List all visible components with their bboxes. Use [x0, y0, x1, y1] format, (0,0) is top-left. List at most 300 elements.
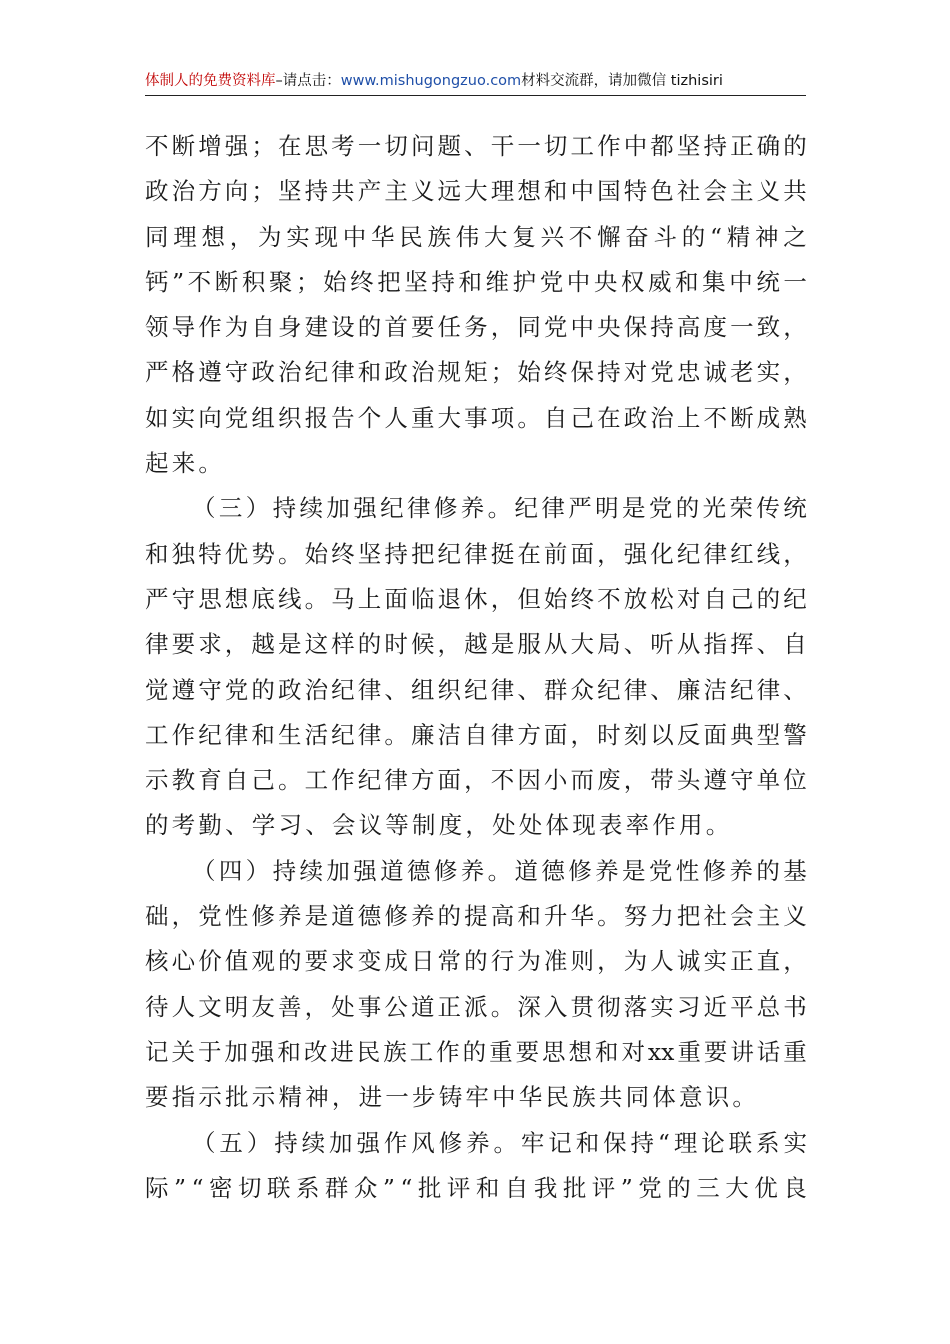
glyph: 终	[570, 584, 594, 613]
glyph: ，	[597, 539, 621, 568]
glyph: 活	[304, 720, 329, 749]
page-header	[145, 68, 805, 94]
glyph: 作	[383, 1128, 408, 1157]
glyph: （	[192, 494, 216, 523]
glyph: 钙	[145, 267, 169, 296]
glyph: 良	[783, 1173, 807, 1202]
glyph: 实	[286, 222, 310, 251]
glyph: ，	[623, 766, 648, 795]
text-line	[145, 894, 807, 939]
glyph: 联	[728, 1128, 753, 1157]
glyph: 主	[730, 177, 754, 206]
glyph: 领	[145, 313, 169, 342]
glyph: 加	[224, 1037, 248, 1066]
glyph: 组	[410, 675, 435, 704]
glyph: ，	[597, 947, 621, 976]
glyph: 三	[696, 1173, 720, 1202]
text-line	[145, 668, 807, 713]
glyph: 常	[437, 947, 462, 976]
glyph: 成	[756, 403, 781, 432]
glyph: 切	[543, 132, 568, 160]
glyph: 不	[187, 267, 212, 296]
glyph: 正	[437, 992, 462, 1021]
glyph: 实	[783, 1128, 807, 1157]
glyph: 廉	[410, 720, 435, 749]
glyph: 民	[356, 1037, 381, 1066]
glyph: 纪	[357, 766, 382, 795]
glyph: 熟	[783, 403, 807, 432]
glyph: 党	[648, 494, 673, 523]
glyph: ；	[251, 132, 275, 160]
glyph: 强	[224, 132, 249, 160]
glyph: 不	[490, 766, 515, 795]
glyph: 优	[754, 1173, 778, 1202]
glyph: 实	[650, 992, 674, 1021]
glyph: 不	[145, 132, 169, 160]
glyph: 遵	[198, 358, 222, 387]
glyph: “	[710, 222, 723, 251]
glyph: 样	[331, 630, 355, 659]
glyph: 作	[436, 1037, 460, 1066]
glyph: 努	[623, 902, 648, 931]
glyph: 强	[250, 1037, 275, 1066]
glyph: 。	[487, 856, 512, 885]
glyph: 持	[272, 494, 297, 523]
glyph: 纪	[331, 720, 355, 749]
glyph: 为	[224, 313, 249, 342]
glyph: 始	[323, 267, 347, 296]
glyph: 同	[145, 222, 169, 251]
glyph: ，	[229, 222, 254, 251]
glyph: 修	[702, 856, 727, 885]
glyph: 养	[595, 856, 619, 885]
glyph: 和	[145, 539, 169, 568]
glyph: 修	[384, 902, 408, 931]
glyph: 在	[277, 132, 302, 160]
glyph: 基	[783, 856, 807, 885]
glyph: ）	[246, 1128, 271, 1157]
glyph: 组	[251, 403, 275, 432]
glyph: 和	[458, 267, 482, 296]
glyph: 养	[410, 902, 435, 931]
glyph: 明	[595, 494, 619, 523]
text-line	[145, 713, 807, 758]
glyph: 德	[541, 856, 565, 885]
glyph: 会	[703, 177, 727, 206]
glyph: 加	[329, 1128, 353, 1157]
glyph: 作	[597, 132, 621, 160]
text-line	[145, 215, 807, 260]
glyph: 想	[517, 177, 541, 206]
glyph: 断	[171, 132, 196, 160]
glyph: 。	[490, 992, 515, 1021]
glyph: 方	[410, 766, 435, 795]
glyph: 不	[703, 403, 727, 432]
glyph: 话	[756, 1037, 781, 1066]
glyph: 和	[675, 267, 699, 296]
glyph: 育	[198, 766, 222, 795]
glyph: 方	[517, 720, 541, 749]
glyph: 升	[543, 902, 568, 931]
glyph: 批	[562, 1173, 587, 1202]
glyph: 不	[597, 584, 621, 613]
glyph: 项	[490, 403, 515, 432]
text-line	[145, 577, 807, 622]
glyph: 共	[331, 177, 355, 206]
glyph: 律	[490, 720, 515, 749]
glyph: 现	[314, 222, 338, 251]
glyph: 书	[783, 992, 807, 1021]
glyph: 时	[384, 630, 408, 659]
glyph: 众	[570, 675, 594, 704]
glyph: 义	[410, 177, 435, 206]
glyph: 断	[214, 267, 239, 296]
glyph: 准	[543, 947, 568, 976]
glyph: 理	[173, 222, 197, 251]
glyph: 纪	[380, 494, 404, 523]
text-line	[145, 622, 807, 667]
glyph: 纪	[437, 539, 462, 568]
glyph: ，	[783, 539, 807, 568]
glyph: 。	[304, 584, 329, 613]
glyph: 持	[431, 267, 455, 296]
glyph: 规	[437, 358, 462, 387]
glyph: 切	[237, 1173, 262, 1202]
glyph: 面	[543, 720, 568, 749]
glyph: 都	[650, 132, 674, 160]
glyph: 告	[331, 403, 355, 432]
glyph: 守	[730, 766, 754, 795]
glyph: 续	[299, 494, 323, 523]
glyph: 对	[621, 1037, 645, 1066]
glyph: 力	[650, 902, 674, 931]
glyph: 是	[277, 630, 302, 659]
glyph: 设	[331, 313, 355, 342]
glyph: ”	[382, 1173, 395, 1202]
glyph: 纪	[304, 358, 329, 387]
glyph: 如	[145, 403, 169, 432]
glyph: 特	[623, 177, 648, 206]
glyph: 和	[251, 720, 275, 749]
glyph: 律	[145, 630, 169, 659]
glyph: 作	[171, 720, 196, 749]
glyph: 候	[410, 630, 435, 659]
glyph: 型	[756, 720, 781, 749]
glyph: 求	[198, 630, 222, 659]
glyph: 刻	[623, 720, 648, 749]
glyph: 致	[756, 313, 781, 342]
glyph: 己	[730, 584, 754, 613]
glyph: ，	[490, 584, 515, 613]
glyph: 一	[517, 132, 541, 160]
glyph: 自	[783, 630, 807, 659]
glyph: 的	[756, 856, 780, 885]
glyph: 律	[407, 494, 431, 523]
glyph: 切	[384, 132, 408, 160]
glyph: 从	[543, 630, 568, 659]
text-line	[145, 486, 807, 531]
glyph: 五	[219, 1128, 243, 1157]
glyph: 党	[638, 1173, 662, 1202]
glyph: 论	[701, 1128, 725, 1157]
glyph: 、	[650, 675, 674, 704]
glyph: 、	[384, 675, 408, 704]
glyph: 而	[570, 766, 594, 795]
glyph: ，	[570, 720, 594, 749]
glyph: 加	[326, 856, 350, 885]
glyph: 中	[566, 267, 591, 296]
glyph: 理	[673, 1128, 698, 1157]
glyph: 荣	[729, 494, 753, 523]
glyph: 础	[145, 902, 169, 931]
glyph: 养	[277, 902, 302, 931]
glyph: 和	[594, 1037, 619, 1066]
glyph: 华	[570, 902, 594, 931]
glyph: 持	[384, 539, 408, 568]
glyph: 矩	[464, 358, 488, 387]
glyph: “	[191, 1173, 204, 1202]
glyph: ，	[224, 630, 249, 659]
glyph: 事	[357, 992, 382, 1021]
glyph: ，	[783, 358, 807, 387]
glyph: 传	[756, 494, 780, 523]
glyph: 从	[676, 630, 701, 659]
glyph: 守	[224, 358, 249, 387]
glyph: 的	[437, 902, 462, 931]
glyph: 终	[350, 267, 374, 296]
glyph: 和	[575, 1128, 600, 1157]
glyph: 评	[446, 1173, 471, 1202]
glyph: 向	[224, 177, 249, 206]
glyph: 提	[464, 902, 488, 931]
glyph: 要	[410, 313, 435, 342]
glyph: 求	[331, 947, 355, 976]
glyph: 高	[490, 902, 515, 931]
glyph: 不	[568, 222, 593, 251]
glyph: 党	[543, 313, 568, 342]
glyph: 持	[630, 1128, 654, 1157]
text-line: 的考勤、学习、会议等制度，处处体现表率作用。	[145, 811, 733, 840]
glyph: 。	[493, 1128, 517, 1157]
glyph: 族	[427, 222, 451, 251]
glyph: ”	[172, 267, 185, 296]
text-line	[145, 169, 807, 214]
text-line	[145, 396, 807, 441]
glyph: 正	[730, 947, 754, 976]
glyph: 批	[417, 1173, 442, 1202]
glyph: 央	[597, 313, 621, 342]
glyph: 大	[570, 630, 594, 659]
glyph: 道	[331, 902, 355, 931]
glyph: 生	[277, 720, 302, 749]
glyph: 集	[702, 267, 726, 296]
glyph: 想	[224, 584, 249, 613]
glyph: 持	[650, 313, 674, 342]
glyph: 是	[622, 856, 646, 885]
glyph: 坚	[277, 177, 302, 206]
glyph: 洁	[703, 675, 727, 704]
glyph: 以	[650, 720, 674, 749]
glyph: 纪	[676, 539, 701, 568]
glyph: 政	[251, 358, 275, 387]
glyph: 复	[512, 222, 536, 251]
glyph: 放	[623, 584, 648, 613]
glyph: 的	[357, 313, 382, 342]
glyph: 律	[490, 675, 515, 704]
glyph: 人	[650, 947, 674, 976]
header-rule	[145, 95, 806, 96]
glyph: 增	[198, 132, 222, 160]
glyph: 对	[623, 358, 648, 387]
glyph: 、	[623, 630, 648, 659]
glyph: 想	[568, 1037, 592, 1066]
glyph: 律	[357, 720, 382, 749]
glyph: 修	[251, 902, 275, 931]
text-line	[145, 350, 807, 395]
glyph: 线	[756, 539, 781, 568]
glyph: 贯	[570, 992, 594, 1021]
glyph: 服	[517, 630, 541, 659]
glyph: 律	[357, 675, 382, 704]
glyph: ，	[304, 992, 329, 1021]
glyph: 修	[438, 1128, 463, 1157]
glyph: ；	[295, 267, 320, 296]
glyph: 讲	[730, 1037, 754, 1066]
glyph: 度	[703, 313, 727, 342]
glyph: 要	[703, 1037, 728, 1066]
glyph: 把	[410, 539, 435, 568]
glyph: 社	[703, 902, 727, 931]
glyph: 关	[171, 1037, 195, 1066]
glyph: 、	[783, 675, 807, 704]
glyph: 要	[515, 1037, 540, 1066]
glyph: ，	[490, 313, 515, 342]
header-link[interactable]: www.mishugongzuo.com	[340, 73, 522, 89]
glyph: 系	[295, 1173, 320, 1202]
glyph: 忠	[676, 358, 701, 387]
glyph: 政	[623, 403, 648, 432]
glyph: 记	[548, 1128, 572, 1157]
glyph: 。	[277, 539, 302, 568]
glyph: 之	[783, 222, 807, 251]
glyph: ）	[245, 494, 270, 523]
glyph: 律	[384, 766, 408, 795]
glyph: 时	[597, 720, 621, 749]
glyph: 自	[703, 584, 727, 613]
glyph: 神	[755, 222, 779, 251]
glyph: 的	[277, 947, 302, 976]
glyph: 统	[756, 267, 780, 296]
glyph: 改	[303, 1037, 328, 1066]
glyph: 把	[676, 902, 701, 931]
glyph: 想	[201, 222, 225, 251]
glyph: 严	[145, 584, 169, 613]
glyph: 中	[623, 132, 648, 160]
glyph: 越	[464, 630, 488, 659]
glyph: 为	[258, 222, 282, 251]
glyph: 律	[541, 494, 565, 523]
glyph: 纪	[730, 675, 754, 704]
glyph: 典	[730, 720, 754, 749]
glyph: 面	[384, 584, 408, 613]
glyph: 持	[304, 177, 329, 206]
glyph: 越	[251, 630, 275, 659]
text-line	[145, 260, 807, 305]
glyph: 直	[756, 947, 781, 976]
glyph: 休	[464, 584, 488, 613]
glyph: 善	[277, 992, 302, 1021]
glyph: 积	[241, 267, 266, 296]
glyph: 律	[756, 675, 781, 704]
glyph: 强	[623, 539, 648, 568]
glyph: 近	[703, 992, 727, 1021]
glyph: 治	[171, 177, 196, 206]
glyph: 德	[357, 902, 382, 931]
glyph: 四	[218, 856, 243, 885]
glyph: 要	[171, 630, 196, 659]
glyph: 特	[198, 539, 222, 568]
glyph: 要	[304, 947, 329, 976]
glyph: 重	[783, 1037, 807, 1066]
glyph: 保	[603, 1128, 627, 1157]
glyph: 持	[272, 856, 297, 885]
glyph: 中	[729, 267, 753, 296]
glyph: 诚	[703, 358, 727, 387]
glyph: 的	[251, 675, 275, 704]
glyph: 洁	[437, 720, 462, 749]
glyph: 废	[597, 766, 621, 795]
glyph: 织	[437, 675, 462, 704]
glyph: 自	[224, 766, 249, 795]
glyph: 、	[756, 630, 781, 659]
glyph: 加	[326, 494, 350, 523]
glyph: （	[192, 856, 216, 885]
glyph: 诚	[676, 947, 701, 976]
glyph: 严	[145, 358, 169, 387]
glyph: 中	[342, 222, 367, 251]
text-line	[145, 758, 807, 803]
glyph: 中	[570, 177, 594, 206]
glyph: 平	[730, 992, 754, 1021]
glyph: 反	[676, 720, 701, 749]
glyph: 考	[331, 132, 355, 160]
glyph: 单	[756, 766, 781, 795]
glyph: 独	[171, 539, 196, 568]
glyph: 退	[437, 584, 462, 613]
glyph: 但	[517, 584, 541, 613]
glyph: 主	[384, 177, 408, 206]
glyph: 性	[675, 856, 700, 885]
glyph: 身	[277, 313, 302, 342]
glyph: 上	[676, 403, 701, 432]
glyph: 懈	[597, 222, 621, 251]
glyph: 日	[410, 947, 435, 976]
glyph: 的	[756, 584, 781, 613]
glyph: “	[400, 1173, 413, 1202]
glyph: 觉	[145, 675, 169, 704]
glyph: 的	[681, 222, 706, 251]
glyph: 中	[570, 313, 594, 342]
glyph: 事	[464, 403, 488, 432]
glyph: 大	[464, 177, 488, 206]
glyph: xx	[647, 1037, 675, 1066]
glyph: 工	[145, 720, 169, 749]
text-line	[145, 985, 807, 1030]
glyph: 纪	[597, 675, 621, 704]
glyph: 养	[729, 856, 753, 885]
glyph: 保	[623, 313, 648, 342]
glyph: 马	[331, 584, 355, 613]
